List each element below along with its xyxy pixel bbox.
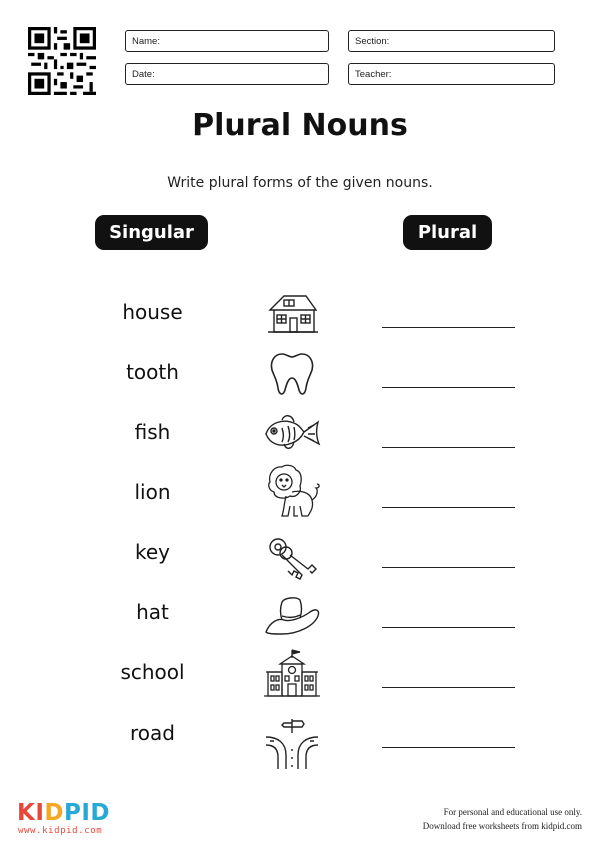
answer-line[interactable]: [382, 507, 515, 508]
teacher-field[interactable]: [348, 63, 555, 85]
answer-line[interactable]: [382, 627, 515, 628]
fish-icon: [262, 408, 322, 458]
singular-word: lion: [134, 480, 171, 504]
answer-line[interactable]: [382, 327, 515, 328]
answer-line[interactable]: [382, 567, 515, 568]
house-icon: [262, 288, 322, 338]
usage-note: For personal and educational use only.: [443, 807, 582, 817]
school-icon: [262, 648, 322, 700]
singular-word: fish: [134, 420, 171, 444]
download-note: Download free worksheets from kidpid.com: [422, 821, 582, 831]
road-icon: [262, 715, 322, 771]
tooth-icon: [262, 348, 322, 398]
lion-icon: [262, 462, 322, 522]
name-field[interactable]: [125, 30, 329, 52]
key-icon: [262, 533, 322, 587]
website-url[interactable]: www.kidpid.com: [18, 826, 103, 836]
plural-heading: Plural: [403, 215, 492, 250]
answer-line[interactable]: [382, 747, 515, 748]
singular-heading: Singular: [95, 215, 208, 250]
singular-word: school: [120, 660, 185, 684]
kidpid-logo: KIDPID: [17, 800, 110, 826]
hat-icon: [262, 592, 322, 642]
instruction-text: Write plural forms of the given nouns.: [167, 175, 433, 191]
date-label: Date:: [132, 69, 155, 80]
page-title: Plural Nouns: [192, 108, 408, 143]
singular-word: key: [134, 540, 170, 564]
section-field[interactable]: [348, 30, 555, 52]
singular-word: hat: [136, 600, 169, 624]
teacher-label: Teacher:: [355, 69, 392, 80]
section-label: Section:: [355, 36, 390, 47]
name-label: Name:: [132, 36, 160, 47]
answer-line[interactable]: [382, 387, 515, 388]
answer-line[interactable]: [382, 447, 515, 448]
singular-word: tooth: [126, 360, 179, 384]
qr-code: [28, 27, 96, 95]
answer-line[interactable]: [382, 687, 515, 688]
date-field[interactable]: [125, 63, 329, 85]
singular-word: road: [130, 721, 175, 745]
singular-word: house: [122, 300, 183, 324]
